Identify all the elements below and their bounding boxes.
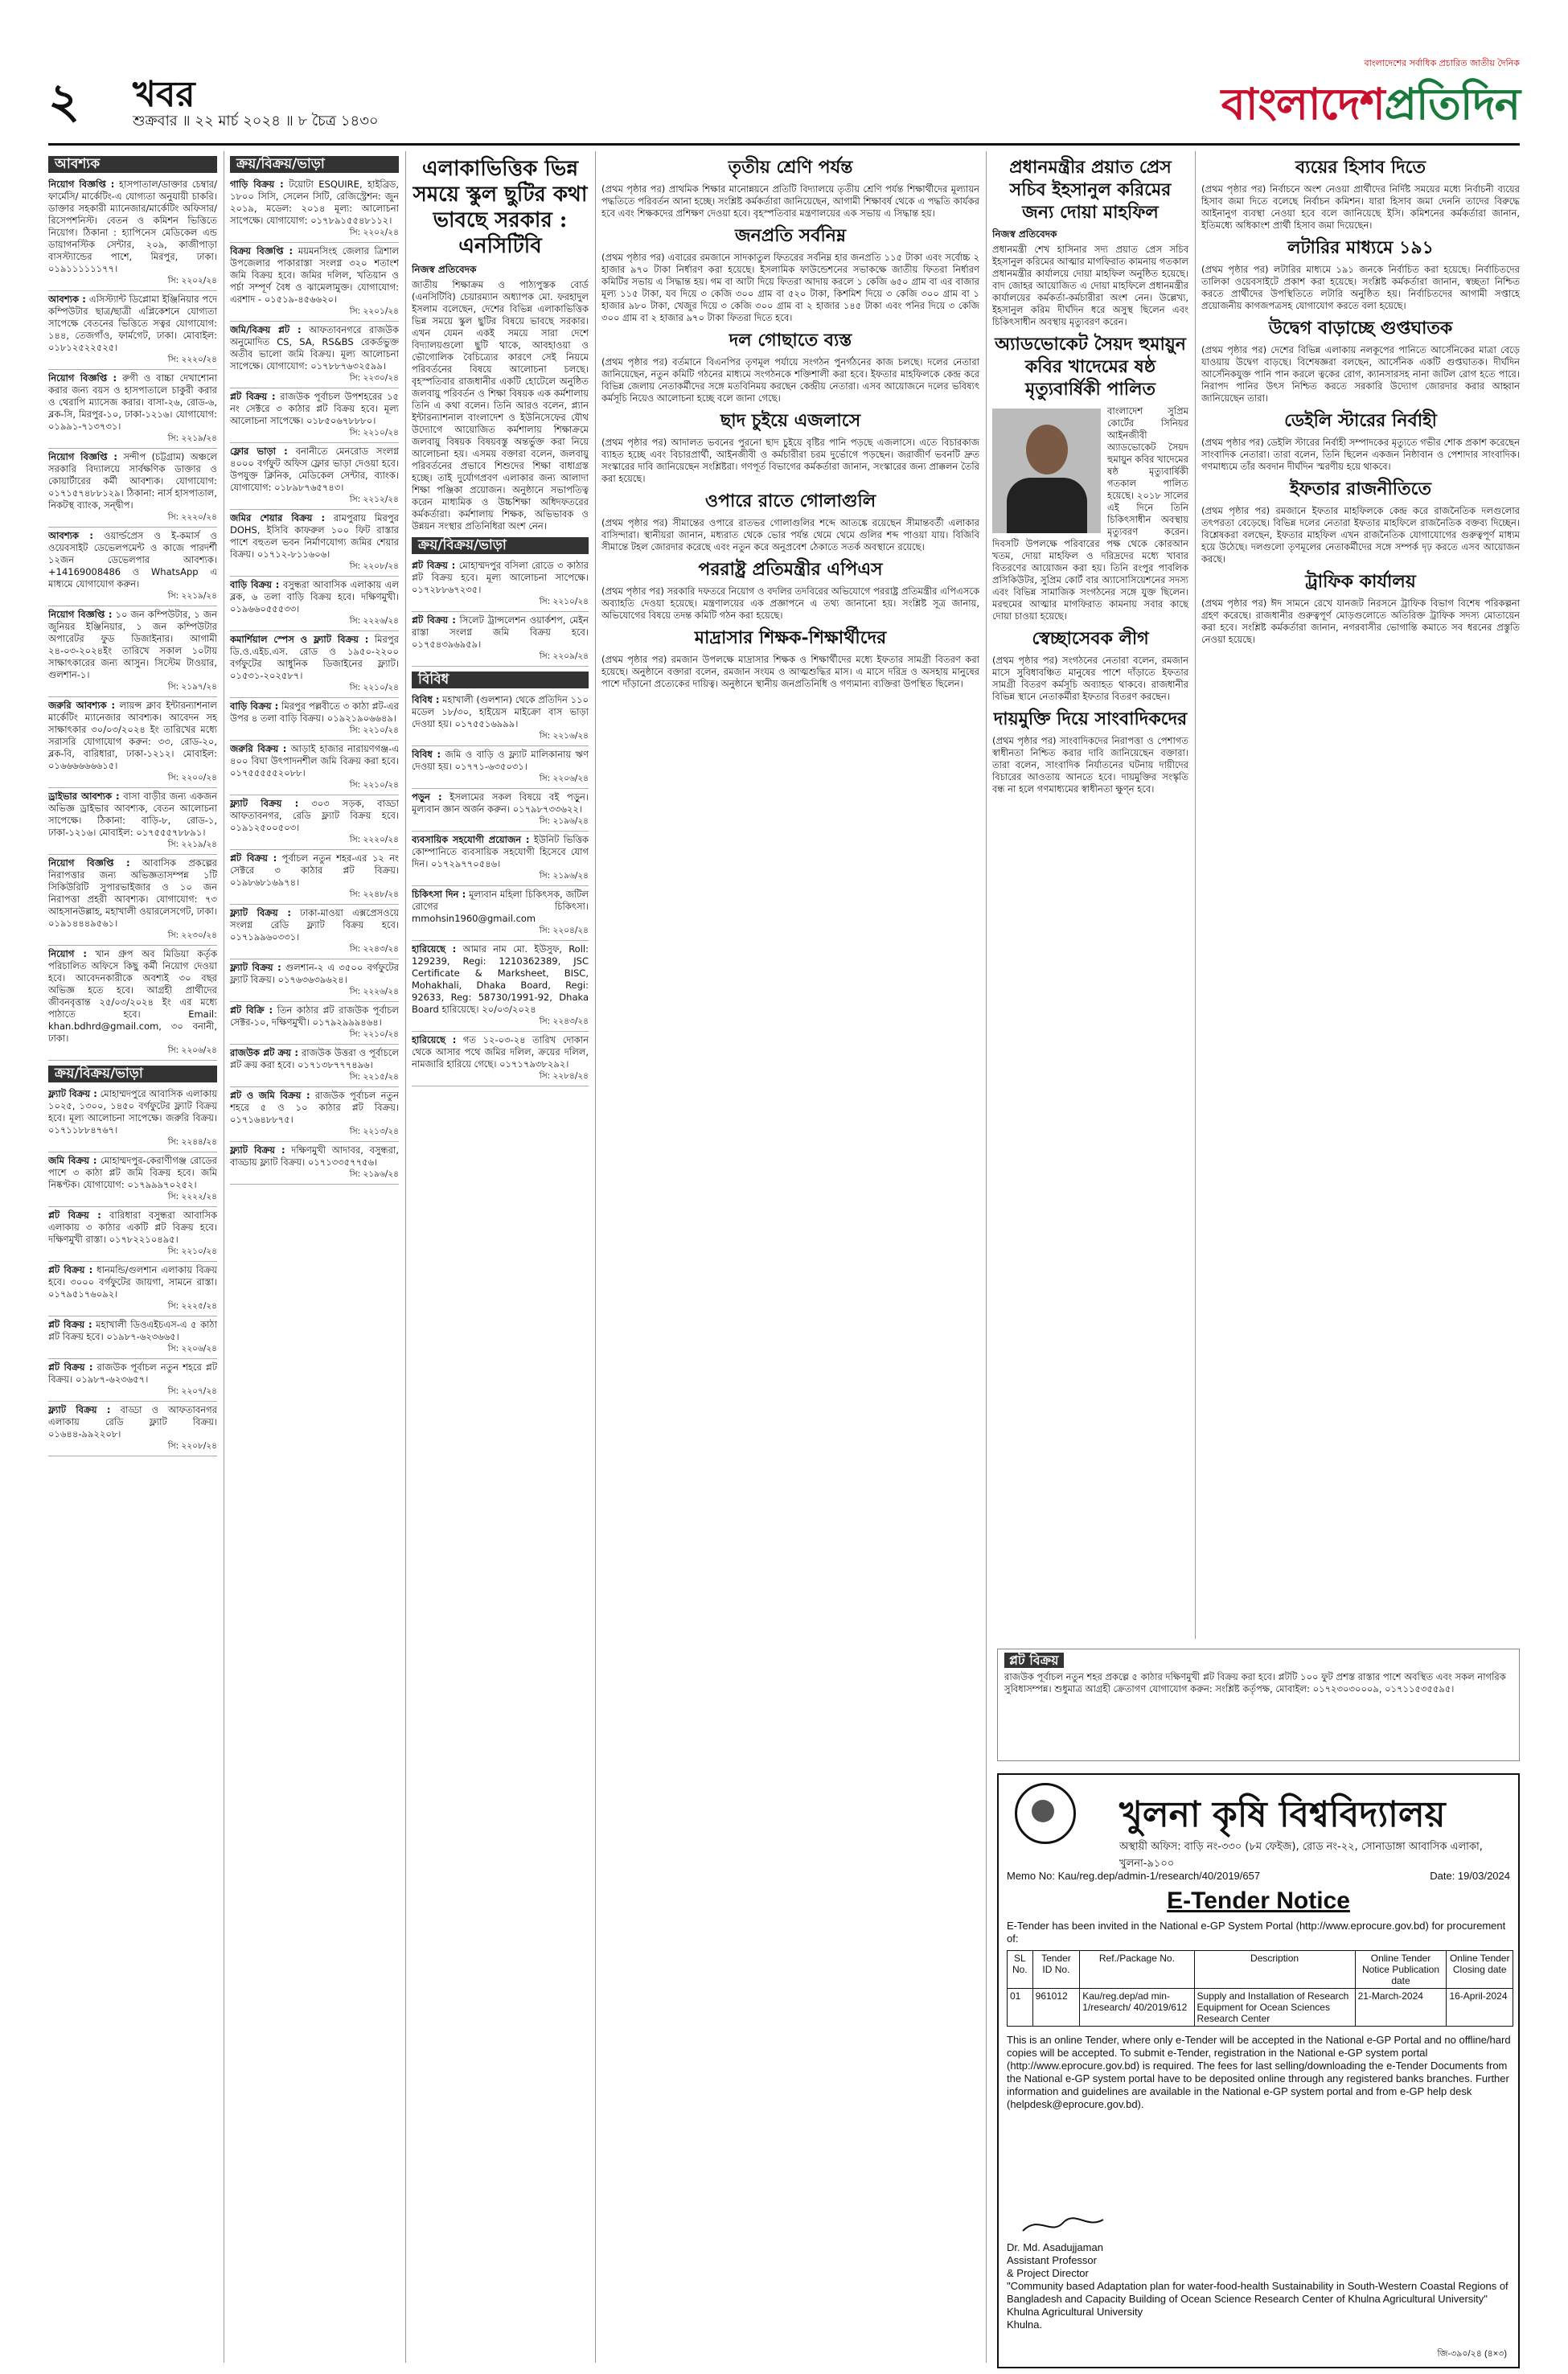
article-body: (প্রথম পৃষ্ঠার পর) সাংবাদিকদের নিরাপত্তা ও পেশাগত স্বাধীনতা নিশ্চিত করার দাবি জানিয়েছেন বক্তারা। তারা বলেন, সাংবাদিক নির্যাতনের ঘটনায় দায়ীদের বিচারের আওতায় আনতে হবে। দায়মুক্তির সংস্কৃতি বন্ধ না হলে গণমাধ্যমের স্বাধীনতা ক্ষুণ্ন হবে। bbox=[992, 735, 1188, 795]
page-header bbox=[48, 56, 1520, 145]
article-headline: ট্রাফিক কার্যালয় bbox=[1305, 571, 1416, 592]
ad-text: টয়োটা ESQUIRE, হাইব্রিড, ১৮০০ সিসি, সেলেন সিটি, রেজিস্ট্রেশন: জুন ২০১৯, মডেল: ২০১৪ মূল্য: আলোচনা সাপেক্ষে। যোগাযোগ: ০১৭৮৯১৫৫৪৮১১২। bbox=[230, 179, 399, 226]
classified-ad bbox=[412, 612, 589, 667]
classified-list bbox=[48, 176, 217, 1061]
article-headline: ইফতার রাজনীতিতে bbox=[1290, 478, 1431, 499]
signer-city: Khulna. bbox=[1007, 2319, 1043, 2331]
classified-ad bbox=[230, 243, 399, 322]
classified-ad bbox=[230, 631, 399, 698]
logo-tagline: বাংলাদেশের সর্বাধিক প্রচারিত জাতীয় দৈনিক bbox=[1364, 58, 1520, 68]
ad-label: চিকিৎসা দিন : bbox=[412, 889, 466, 900]
ad-text: আমার নাম মো. ইউসুফ, Roll: 129239, Regi: 1210362389, JSC Certificate & Marksheet, BISC, Mohakhali, Dhaka Board, Regi: 92633, Reg: 58730/1991-92, Dhaka Board হারিয়েছে। ২০/০৩/২০২৪ bbox=[412, 943, 589, 1015]
classified-ad bbox=[48, 1086, 217, 1152]
cell-closing-date: 16-April-2024 bbox=[1447, 1989, 1513, 2027]
page-number: ২ bbox=[48, 73, 80, 129]
article-body: (প্রথম পৃষ্ঠার পর) নির্বাচনে অংশ নেওয়া প্রার্থীদের নির্দিষ্ট সময়ের মধ্যে নির্বাচনী ব্যয়ের হিসাব জমা দিতে বলেছে নির্বাচন কমিশন। যারা হিসাব জমা দেননি তাদের বিরুদ্ধে আইনানুগ ব্যবস্থা নেওয়া হবে বলে জানিয়েছে ইসি। কমিশনের কর্মকর্তারা জানান, ইতিমধ্যে অধিকাংশ প্রার্থী হিসাব জমা দিয়েছেন। bbox=[1201, 183, 1520, 231]
classified-ad bbox=[230, 510, 399, 577]
classified-ad bbox=[48, 291, 217, 370]
ad-text: সিলেট ট্রান্সলেশন ওয়ার্কশপ, মেইন রাস্তা সংলগ্ন জমি বিক্রয় হবে। ০১৭৫৪৩৯৬৯৫৯। bbox=[412, 614, 589, 650]
classified-ad bbox=[48, 1152, 217, 1207]
classified-ad bbox=[48, 697, 217, 788]
signature-icon bbox=[1015, 2213, 1256, 2237]
portrait-suit bbox=[1007, 478, 1087, 533]
ad-text: গত ১২-০৩-২৪ তারিখ দোকান থেকে আসার পথে জমির দলিল, ক্রয়ের দলিল, নামজারি হারিয়ে গেছে। ০১৭১৭৯৩৮২৯২। bbox=[412, 1034, 589, 1070]
classified-ad bbox=[230, 1002, 399, 1045]
ad-ref: সি: ২১৯৭/২৪ bbox=[167, 682, 217, 692]
ad-ref: সি: ২২০৬/২৪ bbox=[539, 774, 589, 783]
article-headline: এলাকাভিত্তিক ভিন্ন সময়ে স্কুল ছুটির কথা ভাবছে সরকার : এনসিটিবি bbox=[413, 157, 588, 258]
col-tender-id: Tender ID No. bbox=[1032, 1951, 1080, 1989]
ad-label: প্লট বিক্রয় : bbox=[230, 391, 276, 402]
ad-text: বনানীতে মেনরোড সংলগ্ন ৪০০০ বর্গফুট অফিস ফ্লোর ভাড়া দেওয়া হবে। উপযুক্ত ক্লিনিক, মেডিকেল সেন্টার, ব্যাংক। যোগাযোগ: ০১৮৯৮৭৬৫৭৪৩। bbox=[230, 446, 399, 493]
masthead-logo bbox=[1182, 56, 1520, 137]
tender-signer bbox=[1007, 2241, 1513, 2331]
classified-ad bbox=[412, 886, 589, 941]
ad-label: বিবিধ : bbox=[412, 749, 441, 760]
classified-ad bbox=[230, 959, 399, 1002]
ad-ref: সি: ২২০২/২৪ bbox=[167, 276, 217, 285]
ad-ref: সি: ২২২৬/২৪ bbox=[349, 616, 399, 626]
classified-heading: ক্রয়/বিক্রয়/ভাড়া bbox=[230, 156, 399, 173]
ad-label: গাড়ি বিক্রয় : bbox=[230, 179, 284, 190]
classified-column-2 bbox=[230, 151, 399, 2363]
classified-ad bbox=[48, 370, 217, 449]
ad-ref: সি: ২১৯৬/২৪ bbox=[349, 1169, 399, 1179]
article-body: (প্রথম পৃষ্ঠার পর) ঈদ সামনে রেখে যানজট নিরসনে ট্রাফিক বিভাগ বিশেষ পরিকল্পনা গ্রহণ করেছে। রাজধানীর গুরুত্বপূর্ণ মোড়গুলোতে অতিরিক্ত ট্রাফিক সদস্য মোতায়েন করা হবে। সংশ্লিষ্ট কর্মকর্তারা জানান, নগরবাসীর ভোগান্তি কমাতে সব ধরনের প্রস্তুতি নেওয়া হয়েছে। bbox=[1201, 598, 1520, 645]
header-rule bbox=[48, 143, 1520, 146]
ad-text: লায়ন্স ক্লাব ইন্টারন্যাশনাল মার্কেটিং ম্যানেজার আবশ্যক। আবেদন সহ সাক্ষাৎকার ৩০/০৩/২০২৪ ইং তারিখের মধ্যে সরাসরি যোগাযোগ করুন: ৩৩, রোড-২০, ব্লক-বি, বারিধারা, ঢাকা-১২১২। মোবাইল: ০১৬৬৬৬৬৬৬১৫। bbox=[48, 700, 217, 771]
signer-name: Dr. Md. Asadujjaman bbox=[1007, 2241, 1103, 2253]
classified-ad bbox=[230, 741, 399, 795]
ad-label: আবশ্যক : bbox=[48, 294, 86, 305]
ad-text: এসিস্ট্যান্ট ডিপ্লোমা ইঞ্জিনিয়ার পদে কম্পিউটার ছাত্র/ছাত্রী এপ্লিকেশনে যোগ্যতা সাপেক্ষে বেতনের ভিত্তিতে সত্বর যোগাযোগ: ১৪৪, তেজগাঁও, ফার্মগেট, ঢাকা। মোবাইল: ০১৮১২৫২২৫২৫। bbox=[48, 294, 217, 353]
cell-publication-date: 21-March-2024 bbox=[1355, 1989, 1447, 2027]
classified-ad bbox=[412, 789, 589, 832]
tender-title: E-Tender Notice bbox=[1167, 1887, 1350, 1914]
ad-ref: সি: ২২১০/২৪ bbox=[167, 1247, 217, 1256]
news-column-4 bbox=[601, 151, 979, 2363]
ad-text: বারিধারা বসুন্ধরা আবাসিক এলাকায় ৩ কাঠার একটি প্লট বিক্রয় হবে। দক্ষিণমুখী রাস্তা। ০১৭৮২২১০৪৯৫। bbox=[48, 1210, 217, 1245]
ad-text: মহাখালী ডিওএইচএস-এ ৫ কাঠা প্লট বিক্রয় হবে। ০১৯৮৭-৬২৩৬৬৫। bbox=[48, 1319, 217, 1342]
ad-label: ফ্ল্যাট বিক্রয় : bbox=[230, 962, 281, 973]
classified-ad bbox=[412, 692, 589, 746]
ad-label: ফ্ল্যাট বিক্রয় : bbox=[230, 798, 299, 809]
ad-text: বসুন্ধরা আবাসিক এলাকায় এল ব্লক, ৬ তলা বাড়ি বিক্রয় হবে। দক্ষিণমুখী। ০১৯৬৬০৫৫৫৩৩। bbox=[230, 579, 399, 614]
ad-text: ওয়ার্ল্ডপ্রেস ও ই-কমার্স ও ওয়েবসাইট ডেভেলপমেন্ট ও কাজে পারদর্শী ১২জন ডেভেলপার আবশ্যক। +14169008486 ও WhatsApp এ মাধ্যমে যোগাযোগ করুন। bbox=[48, 530, 217, 589]
ad-text: রামপুরায় মিরপুর DOHS, ইসিবি কাফরুল ১০০ ফিট রাস্তার পাশে বহুতল ভবন নির্মাণযোগ্য জমির শেয়ার বিক্রয়। ০১৭১২-৮১১৬০৬। bbox=[230, 512, 399, 560]
ad-ref: সি: ২২০২/২৪ bbox=[349, 228, 399, 237]
ad-text: রুগী ও বাচ্চা দেখাশোনা করার জন্য বয়স ও হাসপাতালে চাকুরী করার ও থেরাপি ম্যাসেজ করার। বাসা-২৬, রোড-৬, ব্লক-সি, মিরপুর-১০, ঢাকা-১২১৬। যোগাযোগ: ০১৯৯১-৭১৩৭৩১। bbox=[48, 372, 217, 432]
ad-text: মূল্যবান মহিলা চিকিৎসক, জটিল রোগের চিকিৎসা। mmohsin1960@gmail.com bbox=[412, 889, 589, 924]
university-name: খুলনা কৃষি বিশ্ববিদ্যালয় bbox=[1119, 1794, 1446, 1835]
ad-text: বাসা বাড়ীর জন্য একজন অভিজ্ঞ ড্রাইভার আবশ্যক, বেতন আলোচনা সাপেক্ষে। ঠিকানা: বাড়ি-৮, রোড-১, ঢাকা-১২১৬। মোবাইল: ০১৭৫৫৫৭৮৮৯১। bbox=[48, 791, 217, 838]
article-body: (প্রথম পৃষ্ঠার পর) ডেইলি স্টারের নির্বাহী সম্পাদকের মৃত্যুতে গভীর শোক প্রকাশ করেছেন সাংবাদিক নেতারা। তারা বলেন, তিনি ছিলেন একজন নিষ্ঠাবান ও পেশাদার সাংবাদিক। গণমাধ্যমে তাঁর অবদান দীর্ঘদিন স্মরণীয় হয়ে থাকবে। bbox=[1201, 437, 1520, 472]
ad-ref: সি: ২২১৯/২৪ bbox=[167, 840, 217, 849]
ad-ref: সি: ২২২০/২৪ bbox=[167, 512, 217, 522]
classified-ad bbox=[48, 1262, 217, 1316]
university-seal-icon bbox=[1015, 1783, 1076, 1844]
classified-ad bbox=[230, 443, 399, 510]
ad-ref: সি: ২২১০/২৪ bbox=[349, 780, 399, 790]
tender-notice bbox=[997, 1773, 1520, 2368]
article-headline: তৃতীয় শ্রেণি পর্যন্ত bbox=[728, 157, 853, 178]
ad-label: বিক্রয় বিজ্ঞপ্তি : bbox=[230, 245, 293, 257]
ad-label: জরুরি আবশ্যক : bbox=[48, 700, 116, 711]
ad-text: সন্দীপ (চট্টগ্রাম) অঞ্চলে সরকারি বিদ্যালয়ে সার্বক্ষণিক ডাক্তার ও কোয়ার্টারের কর্মী আবশ্যক। যোগাযোগ: ০১৭১৫৭৪৮৮১২৯। ঠিকানা: নার্স হাসপাতাল, নিকটস্থ ব্যাংক, সন্দ্বীপ। bbox=[48, 451, 217, 511]
ad-label: প্লট ও জমি বিক্রয় : bbox=[230, 1090, 310, 1101]
classified-list bbox=[412, 557, 589, 667]
ad-text: ময়মনসিংহ জেলার ত্রিশাল উপজেলার পাকারাস্তা সংলগ্ন ৩২০ শতাংশ জমি বিক্রয় হবে। জমির দলিল, খতিয়ান ও পর্চা সম্পূর্ণ বৈধ ও ঝামেলামুক্ত। যোগাযোগ: এরশাদ - ০১৫১৯-৪৫৬৬২০। bbox=[230, 245, 399, 305]
classified-ad bbox=[48, 788, 217, 855]
ad-ref: সি: ২১৯৬/২৪ bbox=[539, 871, 589, 881]
signer-role: & Project Director bbox=[1007, 2267, 1089, 2279]
classified-ad bbox=[48, 1359, 217, 1402]
ad-text: ইউনিট ভিত্তিক কোম্পানিতে ব্যবসায়িক সহযোগী হিসেবে যোগ দিন। ০১৭২৯৭৭০৫৪৬। bbox=[412, 834, 589, 869]
ad-label: প্লট বিক্রি : bbox=[230, 1004, 273, 1016]
section-title: খবর bbox=[133, 74, 195, 115]
classified-ad bbox=[48, 449, 217, 528]
ad-text: মোহাম্মদপুর-কেরাণীগঞ্জ রোডের পাশে ৩ কাঠা প্লট জমি বিক্রয় হবে। জমি নিষ্কণ্টক। যোগাযোগ: ০১৭৯৯৯৭০২৫২। bbox=[48, 1155, 217, 1190]
cell-sl: 01 bbox=[1008, 1989, 1033, 2027]
ad-code: জি-৩৯০/২৪ (৪×৩) bbox=[1437, 2349, 1507, 2359]
classified-list bbox=[48, 1086, 217, 1456]
article-body: (প্রথম পৃষ্ঠার পর) রমজানে ইফতার মাহফিলকে কেন্দ্র করে রাজনৈতিক দলগুলোর তৎপরতা বেড়েছে। বিভিন্ন দলের নেতারা ইফতার মাহফিলে রাজনৈতিক বক্তব্য দিচ্ছেন। বিশ্লেষকরা বলছেন, ইফতার মাহফিল এখন রাজনৈতিক যোগাযোগের গুরুত্বপূর্ণ মাধ্যম হয়ে উঠেছে। দলগুলো তৃণমূলের নেতাকর্মীদের সঙ্গে সম্পর্ক দৃঢ় করতে এসব আয়োজন করছে। bbox=[1201, 505, 1520, 565]
classified-heading: ক্রয়/বিক্রয়/ভাড়া bbox=[48, 1066, 217, 1082]
portrait-photo bbox=[992, 409, 1101, 533]
ad-ref: সি: ২২১০/২৪ bbox=[349, 428, 399, 437]
plot-ad-text: রাজউক পূর্বাচল নতুন শহর প্রকল্পে ৫ কাঠার দক্ষিণমুখী প্লট বিক্রয় করা হবে। প্লটটি ১০০ ফুট প্রশস্ত রাস্তার পাশে অবস্থিত এবং সকল নাগরিক সুবিধাসম্পন্ন। শুধুমাত্র আগ্রহী ক্রেতাগণ যোগাযোগ করুন: সংশ্লিষ্ট কর্তৃপক্ষ, মোবাইল: ০১৭২৩০৩০০০৯, ০১৭১১৫৩৫৫৯৫। bbox=[1004, 1671, 1506, 1694]
article-headline: ওপারে রাতে গোলাগুলি bbox=[704, 491, 876, 511]
classified-ad bbox=[230, 850, 399, 905]
ad-ref: সি: ২২০০/২৪ bbox=[167, 773, 217, 782]
logo-text-a: বাংলাদেশ bbox=[1221, 78, 1385, 129]
ad-label: ড্রাইভার আবশ্যক : bbox=[48, 791, 120, 802]
logo-text-b: প্রতিদিন bbox=[1384, 78, 1520, 129]
ad-text: ঢাকা-মাওয়া এক্সপ্রেসওয়ে সংলগ্ন রেডি ফ্ল্যাট বিক্রয় হবে। ০১৭১৯৯৬০৩৩১। bbox=[230, 907, 399, 943]
ad-label: হারিয়েছে : bbox=[412, 943, 457, 955]
ad-ref: সি: ২২২০/২৪ bbox=[349, 835, 399, 844]
plot-ad-heading: প্লট বিক্রয় bbox=[1004, 1653, 1064, 1668]
ad-text: তিন কাঠার প্লট রাজউক পূর্বাচল সেক্টর-১০, দক্ষিণমুখী। ০১৭৯২৯৯৯৪৬৪। bbox=[230, 1004, 399, 1028]
ad-text: পূর্বাচল নতুন শহর-এর ১২ নং সেক্টরে ৩ কাঠার প্লট বিক্রয়। ০১৯৮৬৮১৬৯৭৪। bbox=[230, 852, 399, 888]
ad-label: প্লট বিক্রয় : bbox=[48, 1210, 101, 1221]
ad-text: বাড্ডা ও আফতাবনগর এলাকায় রেডি ফ্ল্যাট বিক্রয়। ০১৬৪৪-৯৯২২০৮। bbox=[48, 1404, 217, 1440]
tender-table-header bbox=[1008, 1951, 1513, 1989]
cell-description: Supply and Installation of Research Equipment for Ocean Sciences Research Center bbox=[1194, 1989, 1355, 2027]
ad-label: নিয়োগ বিজ্ঞপ্তি : bbox=[48, 451, 117, 462]
article-body: (প্রথম পৃষ্ঠার পর) রমজান উপলক্ষে মাদ্রাসার শিক্ষক ও শিক্ষার্থীদের মধ্যে ইফতার সামগ্রী বিতরণ করা হয়েছে। অনুষ্ঠানে বক্তারা বলেন, রমজান সংযম ও আত্মশুদ্ধির মাস। এ মাসে দরিদ্র ও অসহায় মানুষের পাশে দাঁড়ানো প্রত্যেকের দায়িত্ব। অনুষ্ঠানে স্থানীয় জনপ্রতিনিধি ও গণ্যমান্য ব্যক্তিরা উপস্থিত ছিলেন। bbox=[601, 654, 979, 689]
ad-ref: সি: ২২০৯/২৪ bbox=[539, 651, 589, 661]
ad-label: বিবিধ : bbox=[412, 694, 440, 705]
col-publication-date: Online Tender Notice Publication date bbox=[1355, 1951, 1447, 1989]
article-body: (প্রথম পৃষ্ঠার পর) সংগঠনের নেতারা বলেন, রমজান মাসে সুবিধাবঞ্চিত মানুষের পাশে দাঁড়াতে ইফতার সামগ্রী বিতরণ কর্মসূচি অব্যাহত থাকবে। রাজধানীর বিভিন্ন স্থানে নেতাকর্মীরা ইফতার বিতরণ করছেন। bbox=[992, 655, 1188, 702]
classified-ad bbox=[48, 946, 217, 1061]
classified-ad bbox=[230, 1045, 399, 1087]
ad-label: আবশ্যক : bbox=[48, 530, 94, 541]
ad-ref: সি: ২২০৭/২৪ bbox=[167, 1386, 217, 1396]
classified-column-1 bbox=[48, 151, 217, 2363]
classified-ad bbox=[48, 1207, 217, 1262]
news-column-6 bbox=[992, 151, 1188, 1760]
ad-ref: সি: ২২৮৪/২৪ bbox=[539, 1071, 589, 1081]
article-body: (প্রথম পৃষ্ঠার পর) সীমান্তের ওপারে রাতভর গোলাগুলির শব্দে আতঙ্কে রয়েছেন সীমান্তবর্তী এলাকার বাসিন্দারা। স্থানীয়রা জানান, মধ্যরাত থেকে ভোর পর্যন্ত থেমে থেমে গুলির শব্দ পাওয়া যায়। বিজিবি সীমান্তে টহল জোরদার করেছে এবং নতুন করে অনুপ্রবেশ ঠেকাতে সতর্ক অবস্থানে রয়েছে। bbox=[601, 517, 979, 552]
ad-label: প্লট বিক্রয় : bbox=[412, 614, 456, 626]
article-headline: লটারির মাধ্যমে ১৯১ bbox=[1287, 237, 1434, 258]
classified-ad bbox=[412, 941, 589, 1032]
cell-ref: Kau/reg.dep/ad min-1/research/ 40/2019/612 bbox=[1080, 1989, 1194, 2027]
ad-label: ফ্লোর ভাড়া : bbox=[230, 446, 288, 457]
ad-ref: সি: ২২১৬/২৪ bbox=[539, 731, 589, 741]
plot-sale-ad bbox=[997, 1649, 1520, 1761]
ad-label: প্লট বিক্রয় : bbox=[48, 1319, 92, 1330]
issue-date: শুক্রবার ॥ ২২ মার্চ ২০২৪ ॥ ৮ চৈত্র ১৪৩০ bbox=[133, 113, 379, 129]
article-body: বাংলাদেশ সুপ্রিম কোর্টের সিনিয়র আইনজীবী অ্যাডভোকেট সৈয়দ হুমায়ুন কবির খাদেমের ষষ্ঠ মৃত্যুবার্ষিকী গতকাল পালিত হয়েছে। ২০১৮ সালের এই দিনে তিনি চিকিৎসাধীন অবস্থায় মৃত্যুবরণ করেন। দিবসটি উপলক্ষে পরিবারের পক্ষ থেকে কোরআন খতম, দোয়া মাহফিল ও দরিদ্রদের মধ্যে খাবার বিতরণের আয়োজন করা হয়। তিনি রংপুর পাবলিক প্রসিকিউটর, সুপ্রিম কোর্ট বার অ্যাসোসিয়েশনের সদস্য এবং বিভিন্ন সামাজিক সংগঠনের সঙ্গে যুক্ত ছিলেন। মরহুমের আত্মার মাগফিরাত কামনায় সবার কাছে দোয়া চাওয়া হয়েছে। bbox=[992, 405, 1188, 622]
classified-ad bbox=[230, 1087, 399, 1142]
tender-notes: This is an online Tender, where only e-Tender will be accepted in the National e-GP Portal and no offline/hard copies will be accepted. To submit e-Tender, registration in the National e-GP system portal (http://www.eprocure.gov.bd) is required. The fees for last selling/downloading the e-Tender Documents from the National e-GP system portal have to be deposited online through any registered banks branches. Further information and guidelines are available in the National e-GP system portal and from e-GP help desk (helpdesk@eprocure.gov.bd). bbox=[1007, 2034, 1511, 2110]
ad-label: প্লট বিক্রয় : bbox=[48, 1264, 93, 1275]
ad-label: নিয়োগ বিজ্ঞপ্তি : bbox=[48, 179, 115, 190]
classified-ad bbox=[412, 1032, 589, 1086]
cell-tender-id: 961012 bbox=[1032, 1989, 1080, 2027]
ad-ref: সি: ২২০১/২৪ bbox=[349, 306, 399, 316]
tender-table bbox=[1007, 1950, 1513, 2027]
memo-number: Memo No: Kau/reg.dep/admin-1/research/40/2019/657 bbox=[1007, 1870, 1261, 1882]
ad-text: হাসপাতাল/ডাক্তার চেম্বার/ফার্মেসি/ মার্কেটিং-এ যোগ্যতা অনুযায়ী চাকরি। ডাক্তার সহকারী ম্যানেজার/মার্কেটিং অফিসার/রিসেপশনিস্ট। বেতন ও কমিশন ভিত্তিতে নিয়োগ। ঠিকানা : হ্যাপিনেস মেডিকেল এন্ড ডায়াগনস্টিক সেন্টার, ২০৯, কাজীপাড়া বাসস্ট্যান্ডের পাশে, মিরপুর, ঢাকা। ০১৯১১১১১১৭৭। bbox=[48, 179, 217, 274]
ad-text: ৩০৩ সড়ক, বাড্ডা আফতাবনগর, রেডি ফ্ল্যাট বিক্রয় হবে। ০১৯১২৫০০৫০৩। bbox=[230, 798, 399, 833]
ad-text: মিরপুর ডি.ও.এইচ.এস. রোড ও ১৯৫০-২২০০ বর্গফুটের আধুনিক ডিজাইনের ফ্ল্যাট। ০১৫৩১-২০২৫৮৭। bbox=[230, 634, 399, 681]
news-column-7 bbox=[1201, 151, 1520, 1639]
ad-label: ফ্ল্যাট বিক্রয় : bbox=[230, 1144, 285, 1156]
notice-date: Date: 19/03/2024 bbox=[1430, 1870, 1510, 1882]
classified-heading: আবশ্যক bbox=[48, 156, 217, 173]
ad-label: নিয়োগ : bbox=[48, 948, 87, 959]
signer-title: Assistant Professor bbox=[1007, 2254, 1097, 2266]
ad-label: প্লট বিক্রয় : bbox=[412, 560, 456, 571]
ad-ref: সি: ২২১০/২৪ bbox=[349, 1029, 399, 1039]
ad-ref: সি: ২২০৮/২৪ bbox=[349, 561, 399, 571]
classified-ad bbox=[412, 746, 589, 789]
ad-text: রাজউক উত্তরা ও পূর্বাচলে প্লট ক্রয় করা হবে। ০১৭১৩৮৭৭৭৪৯৬। bbox=[230, 1047, 399, 1070]
ad-text: গুলশান-২ এ ৩৫০০ বর্গফুটের ফ্ল্যাট বিক্রয়। ০১৭৬৩৬৩৯৬২৪। bbox=[230, 962, 399, 985]
ad-label: পড়ুন : bbox=[412, 791, 442, 803]
article-headline: জনপ্রতি সর্বনিম্ন bbox=[734, 225, 847, 246]
col-closing-date: Online Tender Closing date bbox=[1447, 1951, 1513, 1989]
article-body: (প্রথম পৃষ্ঠার পর) প্রাথমিক শিক্ষার মানোন্নয়নে প্রতিটি বিদ্যালয়ে তৃতীয় শ্রেণি পর্যন্ত শিক্ষার্থীদের মূল্যায়ন পদ্ধতিতে পরিবর্তন আনা হচ্ছে। সংশ্লিষ্ট কর্মকর্তারা জানিয়েছেন, আগামী শিক্ষাবর্ষ থেকে এ পদ্ধতি কার্যকর হবে এবং শিক্ষকদের প্রশিক্ষণ দেওয়া হবে। বৃহস্পতিবার মন্ত্রণালয়ের এক সভায় এ সিদ্ধান্ত হয়। bbox=[601, 183, 979, 219]
ad-text: রাজউক পূর্বাচল উপশহরের ১৫ নং সেক্টরে ৩ কাঠার প্লট বিক্রয় হবে। মূল্য আলোচনা সাপেক্ষে। ০১৮৫০৬৭৮৮৮০। bbox=[230, 391, 399, 426]
ad-label: ফ্ল্যাট বিক্রয় : bbox=[230, 907, 291, 918]
ad-ref: সি: ২২১৯/২৪ bbox=[167, 591, 217, 601]
ad-ref: সি: ২২১২/২৪ bbox=[349, 495, 399, 504]
ad-label: ফ্ল্যাট বিক্রয় : bbox=[48, 1088, 97, 1099]
ad-label: প্লট বিক্রয় : bbox=[230, 852, 277, 864]
ad-label: জমির শেয়ার বিক্রয় : bbox=[230, 512, 326, 524]
portrait-face bbox=[1026, 425, 1068, 474]
ad-label: রাজউক প্লট ক্রয় : bbox=[230, 1047, 298, 1058]
classified-ad bbox=[48, 606, 217, 697]
article-byline: নিজস্ব প্রতিবেদক bbox=[992, 228, 1057, 240]
logo-wordmark bbox=[1221, 71, 1520, 143]
ad-label: নিয়োগ বিজ্ঞপ্তি : bbox=[48, 857, 130, 869]
ad-label: জরুরি বিক্রয় : bbox=[230, 743, 287, 754]
ad-text: আড়াই হাজার নারায়ণগঞ্জ-এ ৪০০ বিঘা উৎপাদনশীল জমি বিক্রয় করা হবে। ০১৭৫৫৫৫৫২০৮৮। bbox=[230, 743, 399, 778]
article-byline: নিজস্ব প্রতিবেদক bbox=[412, 264, 477, 275]
classified-ad bbox=[230, 577, 399, 631]
ad-label: নিয়োগ বিজ্ঞপ্তি : bbox=[48, 372, 117, 384]
ad-label: জমি বিক্রয় : bbox=[48, 1155, 97, 1166]
ad-ref: সি: ২২০৪/২৪ bbox=[539, 926, 589, 935]
article-headline: অ্যাডভোকেট সৈয়দ হুমায়ুন কবির খাদেমের ষষ্ঠ মৃত্যুবার্ষিকী পালিত bbox=[995, 334, 1186, 400]
classified-list bbox=[412, 692, 589, 1086]
classified-heading: ক্রয়/বিক্রয়/ভাড়া bbox=[412, 537, 589, 554]
article-body: (প্রথম পৃষ্ঠার পর) এবারের রমজানে সাদকাতুল ফিতরের সর্বনিম্ন হার জনপ্রতি ১১৫ টাকা এবং সর্বোচ্চ ২ হাজার ৯৭০ টাকা নির্ধারণ করা হয়েছে। ইসলামিক ফাউন্ডেশনের সভাকক্ষে জাতীয় ফিতরা নির্ধারণ কমিটির সভায় এ সিদ্ধান্ত হয়। গম বা আটা দিয়ে ফিতরা আদায় করলে ১ কেজি ৬৫০ গ্রাম বা এর বাজার মূল্য ১১৫ টাকা, যব দিয়ে ৩ কেজি ৩০০ গ্রাম বা ৫২০ টাকা, কিশমিশ দিয়ে ৩ কেজি ৩০০ গ্রাম বা ১ হাজার ৯৮০ টাকা, খেজুর দিয়ে ৩ কেজি ৩০০ গ্রাম বা ২ হাজার ১৪৫ টাকা এবং পনির দিয়ে ৩ কেজি ৩০০ গ্রাম বা ২ হাজার ৯৭০ টাকা ফিতরা দিতে হবে। bbox=[601, 252, 979, 323]
ad-ref: সি: ২২১০/২৪ bbox=[349, 725, 399, 735]
classified-list bbox=[230, 176, 399, 1185]
classified-ad bbox=[230, 1142, 399, 1185]
classified-ad bbox=[230, 795, 399, 850]
ad-ref: সি: ২২১০/২৪ bbox=[349, 683, 399, 692]
ad-ref: সি: ২২৪৩/২৪ bbox=[349, 944, 399, 954]
ad-label: ব্যবসায়িক সহযোগী প্রয়োজন : bbox=[412, 834, 530, 845]
ad-ref: সি: ২২৩০/২৪ bbox=[349, 373, 399, 383]
column-divider bbox=[986, 151, 987, 2363]
ad-label: হারিয়েছে : bbox=[412, 1034, 457, 1045]
article-body: প্রধানমন্ত্রী শেখ হাসিনার সদ্য প্রয়াত প্রেস সচিব ইহসানুল করিমের আত্মার মাগফিরাত কামনায় গতকাল প্রধানমন্ত্রীর কার্যালয়ে দোয়া মাহফিল অনুষ্ঠিত হয়েছে। বাদ জোহর আয়োজিত এ দোয়া মাহফিলে প্রধানমন্ত্রীর কার্যালয়ের কর্মকর্তা-কর্মচারীরা অংশ নেন। উল্লেখ্য, ইহসানুল করিম দীর্ঘদিন ধরে অসুস্থ ছিলেন এবং চিকিৎসাধীন অবস্থায় মৃত্যুবরণ করেন। bbox=[992, 244, 1188, 327]
ad-text: রাজউক পূর্বাচল নতুন শহরে প্লট বিক্রয়। ০১৯৮৭-৬২৩৬৫৭। bbox=[48, 1362, 217, 1385]
article-headline: দায়মুক্তি দিয়ে সাংবাদিকদের bbox=[993, 709, 1188, 729]
ad-ref: সি: ২২২০/২৪ bbox=[167, 355, 217, 364]
article-headline: ব্যয়ের হিসাব দিতে bbox=[1295, 157, 1426, 178]
col-sl: SL No. bbox=[1008, 1951, 1033, 1989]
ad-ref: সি: ২২৪৪/২৪ bbox=[167, 1137, 217, 1147]
tender-intro: E-Tender has been invited in the National e-GP System Portal (http://www.eprocure.gov.bd) for procurement of: bbox=[1007, 1920, 1506, 1945]
classified-heading: বিবিধ bbox=[412, 672, 589, 688]
ad-ref: সি: ২২০৮/২৪ bbox=[167, 1441, 217, 1451]
ad-ref: সি: ২২০৬/২৪ bbox=[167, 1045, 217, 1055]
classified-ad bbox=[48, 855, 217, 946]
classified-ad bbox=[230, 388, 399, 443]
ad-label: বাড়ি বিক্রয় : bbox=[230, 579, 280, 590]
ad-text: মোহাম্মদপুরে আবাসিক এলাকায় ১০২৫, ১৩০০, ১৪৫০ বর্গফুটের ফ্ল্যাট বিক্রয় হবে। মূল্য আলোচনা সাপেক্ষে। জরুরি বিক্রয়। ০১৭১১৮৮৪৭৬৭। bbox=[48, 1088, 217, 1136]
ad-ref: সি: ২২৪৩/২৪ bbox=[539, 1017, 589, 1026]
signer-project: "Community based Adaptation plan for water-food-health Sustainability in South-Western Coastal Regions of Bangladesh and Capacity Building of Ocean Science Research Center of Khulna Agricultural University" bbox=[1007, 2280, 1508, 2305]
column-divider bbox=[595, 151, 596, 2363]
ad-text: মোহাম্মদপুর বসিলা রোডে ৩ কাঠার প্লট বিক্রয় হবে। মূল্য আলোচনা সাপেক্ষে। ০১৭২৮৮৬৭২৩৫। bbox=[412, 560, 589, 595]
ad-ref: সি: ২২১৫/২৪ bbox=[349, 1072, 399, 1082]
article-body: (প্রথম পৃষ্ঠার পর) লটারির মাধ্যমে ১৯১ জনকে নির্বাচিত করা হয়েছে। নির্বাচিতদের তালিকা ওয়েবসাইটে প্রকাশ করা হয়েছে। সংশ্লিষ্ট কর্মকর্তারা জানান, স্বচ্ছতা নিশ্চিত করতে প্রার্থীদের উপস্থিতিতে লটারি অনুষ্ঠিত হয়। নির্বাচিতদের আগামী সপ্তাহে প্রয়োজনীয় কাগজপত্রসহ যোগাযোগ করতে বলা হয়েছে। bbox=[1201, 264, 1520, 311]
article-body: জাতীয় শিক্ষাক্রম ও পাঠ্যপুস্তক বোর্ড (এনসিটিবি) চেয়ারম্যান অধ্যাপক মো. ফরহাদুল ইসলাম বলেছেন, দেশের বিভিন্ন এলাকাভিত্তিক ভিন্ন সময়ে স্কুল ছুটির বিষয়ে ভাবছে সরকার। এখন যেমন একই সময়ে সারা দেশে বিদ্যালয়গুলো ছুটি থাকে, আবহাওয়া ও ভৌগোলিক বৈচিত্র্যের কারণে সেই নিয়মে পরিবর্তনের বিষয়ে আলোচনা চলছে। বৃহস্পতিবার রাজধানীর একটি হোটেলে অনুষ্ঠিত জলবায়ু পরিবর্তন ও শিক্ষা বিষয়ক এক কর্মশালায় তিনি এ কথা বলেন। তিনি আরও বলেন, প্ল্যান ইন্টারন্যাশনাল বাংলাদেশ ও ইউনিসেফের যৌথ উদ্যোগে আয়োজিত কর্মশালায় শিক্ষাক্রমে জলবায়ু বিষয়ক বিষয়বস্তু অন্তর্ভুক্ত করা নিয়ে আলোচনা হয়। এসময় বক্তারা বলেন, জলবায়ু পরিবর্তনের প্রভাবে শিশুদের শিক্ষা বাধাগ্রস্ত হচ্ছে। তাই দুর্যোগপ্রবণ এলাকার জন্য আলাদা শিক্ষা পঞ্জিকা প্রয়োজন। অনুষ্ঠানে সভাপতিত্ব করেন মাধ্যমিক ও উচ্চশিক্ষা অধিদফতরের কর্মকর্তারা। কর্মশালায় শিক্ষক, অভিভাবক ও উন্নয়ন সংস্থার প্রতিনিধিরা অংশ নেন। bbox=[412, 279, 589, 532]
article-body: (প্রথম পৃষ্ঠার পর) বর্তমানে বিএনপির তৃণমূল পর্যায়ে সংগঠন পুনর্গঠনের কাজ চলছে। দলের নেতারা জানিয়েছেন, নতুন কমিটি গঠনের মাধ্যমে সংগঠনকে শক্তিশালী করা হবে। ইফতার মাহফিলকে কেন্দ্র করে বিভিন্ন জেলায় নেতাকর্মীদের সঙ্গে মতবিনিময় করছেন কেন্দ্রীয় নেতারা। এসব আয়োজনে দলের ভবিষ্যৎ কর্মসূচি নিয়েও আলোচনা হচ্ছে বলে জানা গেছে। bbox=[601, 356, 979, 404]
article-headline: স্বেচ্ছাসেবক লীগ bbox=[1032, 628, 1149, 649]
classified-ad bbox=[230, 905, 399, 959]
ad-ref: সি: ২২০৬/২৪ bbox=[167, 1344, 217, 1353]
article-body: (প্রথম পৃষ্ঠার পর) আদালত ভবনের পুরনো ছাদ চুইয়ে বৃষ্টির পানি পড়ছে এজলাসে। এতে বিচারকাজ ব্যাহত হচ্ছে এবং বিচারপ্রার্থী, আইনজীবী ও কর্মচারীরা চরম দুর্ভোগে পড়ছেন। জরাজীর্ণ ভবনটি দ্রুত সংস্কারের দাবি জানিয়েছেন সংশ্লিষ্টরা। গণপূর্ত বিভাগের কর্মকর্তারা জানান, সংস্কারের জন্য প্রাক্কলন তৈরি করা হয়েছে। bbox=[601, 437, 979, 484]
ad-text: রাজউক পূর্বাচল নতুন শহরে ৫ ও ১০ কাঠার প্লট বিক্রয়। ০১৭১৬৪৮৮৭৫। bbox=[230, 1090, 399, 1125]
table-row bbox=[1008, 1989, 1513, 2027]
article-body: (প্রথম পৃষ্ঠার পর) দেশের বিভিন্ন এলাকায় নলকূপের পানিতে আর্সেনিকের মাত্রা বেড়ে যাওয়ায় উদ্বেগ বাড়ছে। বিশেষজ্ঞরা বলছেন, আর্সেনিক একটি গুপ্তঘাতক। দীর্ঘদিন আর্সেনিকযুক্ত পানি পান করলে ত্বকের রোগ, ক্যানসারসহ নানা জটিল রোগ হতে পারে। নিরাপদ পানির উৎস নিশ্চিত করতে সরকারি উদ্যোগ জোরদার করার আহ্বান জানিয়েছেন তারা। bbox=[1201, 344, 1520, 404]
ad-label: ফ্ল্যাট বিক্রয় : bbox=[48, 1404, 111, 1415]
article-headline: দল গোছাতে ব্যস্ত bbox=[729, 330, 852, 351]
classified-ad bbox=[48, 1316, 217, 1359]
ad-label: বাড়ি বিক্রয় : bbox=[230, 700, 279, 712]
classified-ad bbox=[412, 832, 589, 886]
ad-text: জমি ও বাড়ি ও ফ্ল্যাট মালিকানায় ঋণ দেওয়া হয়। ০১৭৭১-৬৩৫০৩১। bbox=[412, 749, 589, 772]
university-address: অস্থায়ী অফিস: বাড়ি নং-৩৩০ (৮ম ফেইজ), রোড নং-২২, সোনাডাঙ্গা আবাসিক এলাকা, খুলনা-৯১০০ bbox=[1119, 1841, 1483, 1870]
ad-ref: সি: ২২২৬/২৪ bbox=[349, 987, 399, 996]
news-column-3 bbox=[412, 151, 589, 2363]
column-divider bbox=[1195, 151, 1196, 1639]
ad-label: নিয়োগ বিজ্ঞপ্তি : bbox=[48, 609, 113, 620]
ad-text: ধানমন্ডি/গুলশান এলাকায় বিক্রয় হবে। ৩০০০ বর্গফুটের জায়গা, সামনে রাস্তা। ০১৭৯৫১৭৬০৯২। bbox=[48, 1264, 217, 1300]
ad-text: মিরপুর পল্লবীতে ৩ কাঠা প্লট-এর উপর ৪ তলা বাড়ি বিক্রয়। ০১৯২১৯০৬৬৪৯। bbox=[230, 700, 399, 724]
ad-text: আবাসিক প্রকল্পের নিরাপত্তার জন্য অভিজ্ঞতাসম্পন্ন ১টি সিকিউরিটি সুপারভাইজার ও ১০ জন নিরাপত্তা প্রহরী আবশ্যক। যোগাযোগ: ৭৩ আহসানউল্লাহ, মহাখালী ওয়ারলেসগেট, ঢাকা। ০১৯১৪৪৪৯৫৬১। bbox=[48, 857, 217, 929]
col-ref: Ref./Package No. bbox=[1080, 1951, 1194, 1989]
ad-text: ১০ জন কম্পিউটার, ১ জন জুনিয়র ইঞ্জিনিয়ার, ১ জন কম্পিউটার অপারেটর ফুড ডিজাইনার। আগামী ২৪-০৩-২০২৪ইং তারিখে সকাল ১০টায় সাক্ষাৎকারের জন্য আসুন। সিস্টেম টাওয়ার, গুলশান-১। bbox=[48, 609, 217, 680]
article-body: (প্রথম পৃষ্ঠার পর) সরকারি দফতরে নিয়োগ ও বদলির তদবিরের অভিযোগে পররাষ্ট্র প্রতিমন্ত্রীর এপিএসকে অব্যাহতি দেওয়া হয়েছে। মন্ত্রণালয়ের এক প্রজ্ঞাপনে এ তথ্য জানানো হয়। সংশ্লিষ্ট সূত্র জানায়, অভিযোগের বিষয়ে তদন্ত কমিটি গঠন করা হয়েছে। bbox=[601, 585, 979, 621]
classified-ad bbox=[230, 176, 399, 243]
classified-ad bbox=[48, 1402, 217, 1456]
article-headline: উদ্বেগ বাড়াচ্ছে গুপ্তঘাতক bbox=[1268, 318, 1453, 339]
col-description: Description bbox=[1194, 1951, 1355, 1989]
classified-ad bbox=[48, 176, 217, 291]
article-headline: ডেইলি স্টারের নির্বাহী bbox=[1284, 410, 1437, 431]
ad-text: খান গ্রুপ অব মিডিয়া কর্তৃক পরিচালিত অফিসে কিছু কর্মী নিয়োগ দেওয়া হবে। আবেদনকারীকে অবশ্যই ৩০ বছর অভিজ্ঞ হতে হবে। আগ্রহী প্রার্থীদের জীবনবৃত্তান্ত ২৫/০৩/২০২৪ ইং এর মধ্যে পাঠাতে হবে। Email: khan.bdhrd@gmail.com, ৩০ বনানী, ঢাকা। bbox=[48, 948, 217, 1044]
article-headline: প্রধানমন্ত্রীর প্রয়াত প্রেস সচিব ইহসানুল করিমের জন্য দোয়া মাহফিল bbox=[1009, 157, 1172, 223]
ad-ref: সি: ২২১৩/২৪ bbox=[349, 1127, 399, 1136]
ad-label: প্লট বিক্রয় : bbox=[48, 1362, 93, 1373]
ad-text: ইসলামের সকল বিষয়ে বই পড়ুন। মূল্যবান জ্ঞান অর্জন করুন। ০১৭৯৮৭৩৩৬২২। bbox=[412, 791, 589, 815]
ad-ref: সি: ২১৯৬/২৪ bbox=[539, 816, 589, 826]
ad-label: কমার্শিয়াল স্পেস ও ফ্ল্যাট বিক্রয় : bbox=[230, 634, 369, 645]
article-headline: পররাষ্ট্র প্রতিমন্ত্রীর এপিএস bbox=[698, 559, 883, 580]
classified-ad bbox=[230, 698, 399, 741]
classified-ad bbox=[48, 528, 217, 606]
ad-label: জমি/বিক্রয় প্লট : bbox=[230, 324, 302, 335]
article-headline: মাদ্রাসার শিক্ষক-শিক্ষার্থীদের bbox=[694, 627, 887, 648]
article-headline: ছাদ চুইয়ে এজলাসে bbox=[720, 410, 861, 431]
signer-org: Khulna Agricultural University bbox=[1007, 2306, 1143, 2318]
ad-ref: সি: ২২১৯/২৪ bbox=[167, 433, 217, 443]
ad-ref: সি: ২২৪৮/২৪ bbox=[349, 889, 399, 899]
ad-ref: সি: ২২৩০/২৪ bbox=[167, 930, 217, 940]
classified-ad bbox=[230, 322, 399, 388]
ad-text: দক্ষিণমুখী আদাবর, বসুন্ধরা, বাড্ডায় ফ্ল্যাট বিক্রয়। ০১৭১৩৩৫৭৭৫৬। bbox=[230, 1144, 399, 1168]
ad-text: মহাখালী (গুলশান) থেকে প্রতিদিন ১১০ মডেল ১৮/৩০, হাইয়েস মাইক্রো বাস ভাড়া দেওয়া হয়। ০১৭৫৫১৬৯৯৯। bbox=[412, 694, 589, 729]
classified-ad bbox=[412, 557, 589, 612]
column-divider bbox=[405, 151, 406, 2363]
ad-ref: সি: ২২২৫/২৪ bbox=[167, 1301, 217, 1311]
ad-ref: সি: ২২২২/২৪ bbox=[167, 1192, 217, 1201]
ad-ref: সি: ২২১০/২৪ bbox=[539, 597, 589, 606]
ad-text: আফতাবনগরে রাজউক অনুমোদিত CS, SA, RS&BS রেকর্ডভুক্ত অতীব ভালো জমি বিক্রয়। মূল্য আলোচনা সাপেক্ষে। যোগাযোগ: ০১৭৮৮৭৬৩২৫৯৯। bbox=[230, 324, 399, 372]
